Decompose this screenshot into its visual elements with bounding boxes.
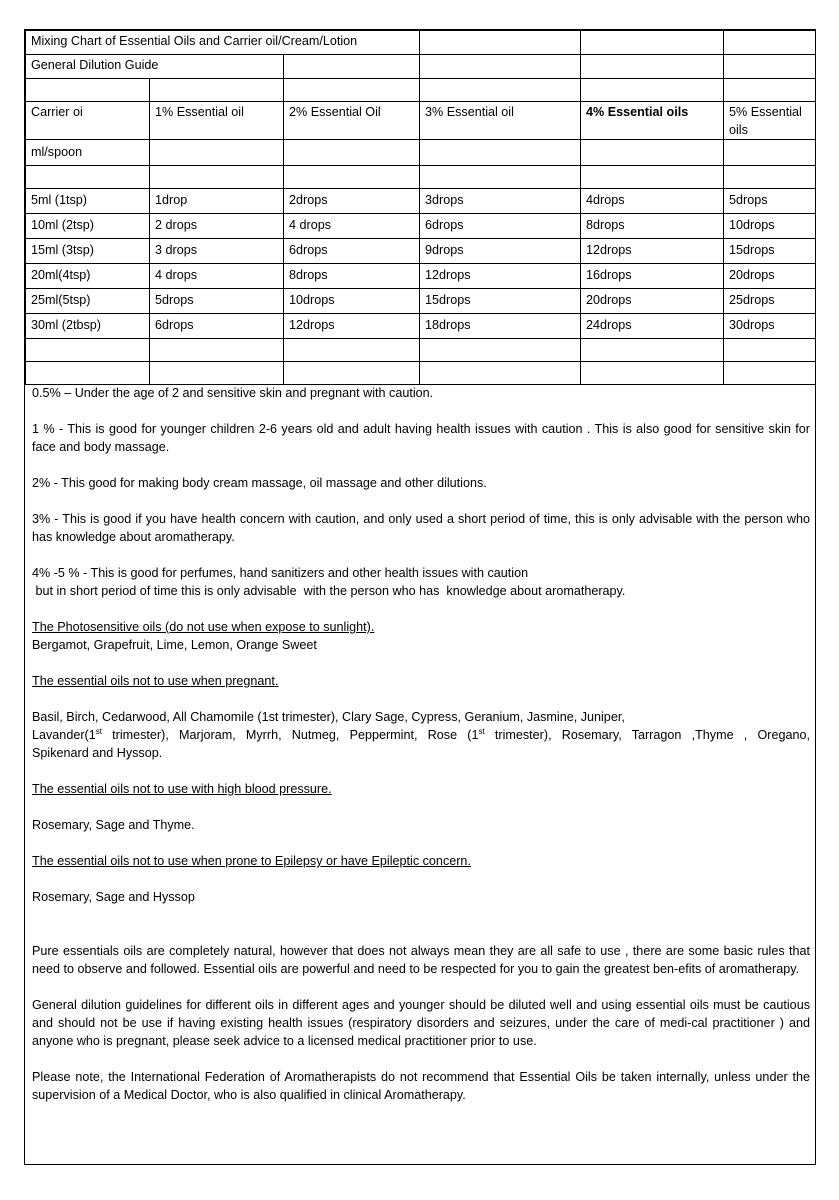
column-header: 3% Essential oil bbox=[420, 102, 581, 140]
photosensitive-list: Bergamot, Grapefruit, Lime, Lemon, Orange Sweet bbox=[32, 638, 317, 652]
pregnant-list-line1: Basil, Birch, Cedarwood, All Chamomile (1st trimester), Clary Sage, Cypress, Geranium, Jasmine, Juniper, bbox=[32, 710, 625, 724]
general-dilution-paragraph: General dilution guidelines for different oils in different ages and younger should be diluted well and using essential oils must be cautious and should not be use if having existing health issues (respiratory disorders and seizures, under the care of medi-cal practitioner ) and anyone who is pregnant, please seek advice to a licensed medical practitioner prior to use. bbox=[32, 998, 810, 1048]
table-cell: 8drops bbox=[284, 264, 420, 289]
table-cell: 15drops bbox=[724, 239, 816, 264]
table-cell: 12drops bbox=[581, 239, 724, 264]
pregnant-list-line3: Spikenard and Hyssop. bbox=[32, 746, 163, 760]
table-cell: 20drops bbox=[724, 264, 816, 289]
table-cell: 9drops bbox=[420, 239, 581, 264]
note-4-5-percent-line2: but in short period of time this is only advisable with the person who has knowledge about aromatherapy. bbox=[32, 584, 626, 598]
table-cell: 12drops bbox=[284, 314, 420, 339]
blank-row bbox=[26, 339, 816, 362]
table-cell: 16drops bbox=[581, 264, 724, 289]
table-cell: 10drops bbox=[724, 214, 816, 239]
column-header: Carrier oi bbox=[26, 102, 150, 140]
column-header: 5% Essential oils bbox=[724, 102, 816, 140]
document-page bbox=[24, 29, 816, 1165]
column-header: 1% Essential oil bbox=[150, 102, 284, 140]
note-1-percent: 1 % - This is good for younger children 2-6 years old and adult having health issues with caution . This is also good for sensitive skin for face and body massage. bbox=[32, 422, 810, 454]
table-cell: 12drops bbox=[420, 264, 581, 289]
dilution-chart-table bbox=[25, 30, 816, 385]
table-row bbox=[26, 214, 816, 239]
table-cell: 25ml(5tsp) bbox=[26, 289, 150, 314]
table-cell: 3 drops bbox=[150, 239, 284, 264]
blank-row bbox=[26, 166, 816, 189]
blood-pressure-list: Rosemary, Sage and Thyme. bbox=[32, 818, 195, 832]
note-3-percent: 3% - This is good if you have health concern with caution, and only used a short period of time, this is only advisable with the person who has knowledge about aromatherapy. bbox=[32, 512, 810, 544]
table-cell: 2drops bbox=[284, 189, 420, 214]
table-cell: 5drops bbox=[724, 189, 816, 214]
table-cell: 10ml (2tsp) bbox=[26, 214, 150, 239]
table-row bbox=[26, 314, 816, 339]
table-cell: 5ml (1tsp) bbox=[26, 189, 150, 214]
table-cell: 5drops bbox=[150, 289, 284, 314]
table-cell: 25drops bbox=[724, 289, 816, 314]
table-cell: 6drops bbox=[150, 314, 284, 339]
table-cell: 3drops bbox=[420, 189, 581, 214]
table-cell: 20drops bbox=[581, 289, 724, 314]
ifa-note-paragraph: Please note, the International Federation of Aromatherapists do not recommend that Essential Oils be taken internally, unless under the supervision of a Medical Doctor, who is also qualified in clinical Aromatherapy. bbox=[32, 1070, 810, 1102]
table-title-row bbox=[26, 31, 816, 55]
notes-section bbox=[32, 384, 810, 1104]
table-cell: 4drops bbox=[581, 189, 724, 214]
note-2-percent: 2% - This good for making body cream massage, oil massage and other dilutions. bbox=[32, 476, 487, 490]
pregnant-list-line2: Lavander(1st trimester), Marjoram, Myrrh, Nutmeg, Peppermint, Rose (1st trimester), Rosemary, Tarragon ,Thyme , Oregano, bbox=[32, 726, 810, 742]
table-cell: 6drops bbox=[284, 239, 420, 264]
table-cell: 30ml (2tbsp) bbox=[26, 314, 150, 339]
table-cell: 8drops bbox=[581, 214, 724, 239]
table-row bbox=[26, 289, 816, 314]
photosensitive-heading: The Photosensitive oils (do not use when expose to sunlight). bbox=[32, 620, 375, 634]
table-cell: 4 drops bbox=[150, 264, 284, 289]
table-cell: 18drops bbox=[420, 314, 581, 339]
blank-row bbox=[26, 362, 816, 385]
table-cell: 10drops bbox=[284, 289, 420, 314]
table-header-row bbox=[26, 102, 816, 140]
epilepsy-heading: The essential oils not to use when prone to Epilepsy or have Epileptic concern. bbox=[32, 854, 471, 868]
column-header: 2% Essential Oil bbox=[284, 102, 420, 140]
blood-pressure-heading: The essential oils not to use with high blood pressure. bbox=[32, 782, 332, 796]
table-cell: 30drops bbox=[724, 314, 816, 339]
pregnant-heading: The essential oils not to use when pregnant. bbox=[32, 674, 279, 688]
column-header: 4% Essential oils bbox=[581, 102, 724, 140]
table-cell: 15drops bbox=[420, 289, 581, 314]
table-subtitle: General Dilution Guide bbox=[26, 55, 284, 79]
table-cell: 4 drops bbox=[284, 214, 420, 239]
table-row bbox=[26, 264, 816, 289]
blank-row bbox=[26, 79, 816, 102]
table-cell: 6drops bbox=[420, 214, 581, 239]
table-title: Mixing Chart of Essential Oils and Carrier oil/Cream/Lotion bbox=[26, 31, 420, 55]
table-cell: 2 drops bbox=[150, 214, 284, 239]
table-row bbox=[26, 239, 816, 264]
table-row bbox=[26, 189, 816, 214]
unit-row bbox=[26, 140, 816, 166]
table-cell: 1drop bbox=[150, 189, 284, 214]
epilepsy-list: Rosemary, Sage and Hyssop bbox=[32, 890, 195, 904]
unit-label: ml/spoon bbox=[26, 140, 150, 166]
table-cell: 24drops bbox=[581, 314, 724, 339]
pure-oils-paragraph: Pure essentials oils are completely natural, however that does not always mean they are all safe to use , there are some basic rules that need to observe and followed. Essential oils are powerful and need to be respected for you to gain the greatest ben-efits of aromatherapy. bbox=[32, 944, 810, 976]
table-cell: 20ml(4tsp) bbox=[26, 264, 150, 289]
note-4-5-percent-line1: 4% -5 % - This is good for perfumes, hand sanitizers and other health issues with caution bbox=[32, 566, 529, 580]
table-cell: 15ml (3tsp) bbox=[26, 239, 150, 264]
table-subtitle-row bbox=[26, 55, 816, 79]
note-0-5-percent: 0.5% – Under the age of 2 and sensitive skin and pregnant with caution. bbox=[32, 386, 434, 400]
